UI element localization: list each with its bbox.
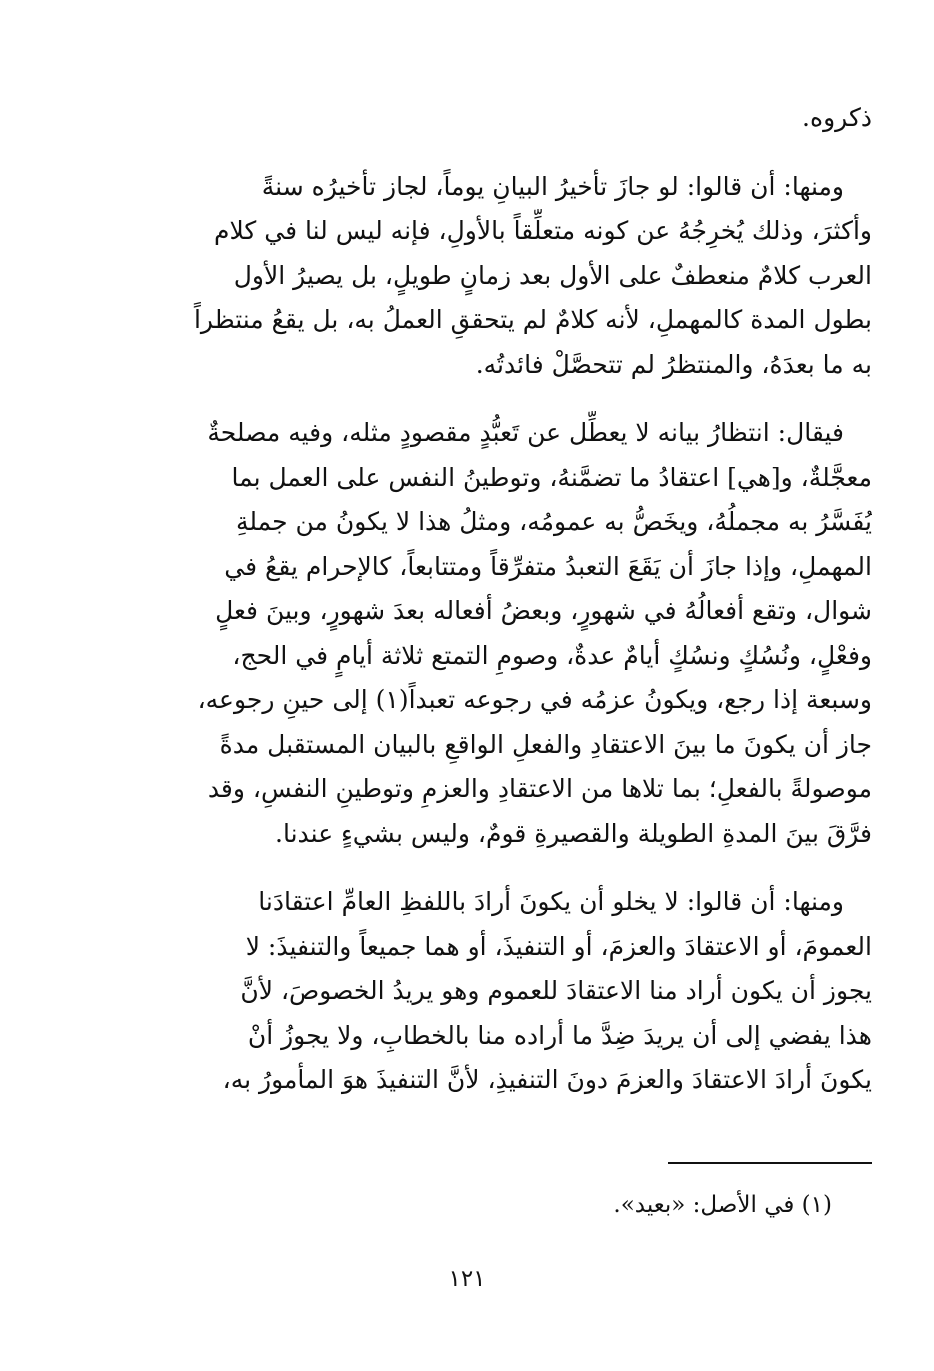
text-line: وسبعة إذا رجع، ويكونُ عزمُه في رجوعه تعبداً(١) إلى حينِ رجوعه، (197, 685, 872, 714)
text-line: ومنها: أن قالوا: لو جازَ تأخيرُ البيانِ يوماً، لجاز تأخيرُه سنةً (261, 171, 844, 201)
opening-line (158, 96, 872, 141)
text-line: موصولةً بالفعلِ؛ بما تلاها من الاعتقادِ والعزمِ وتوطينِ النفسِ، وقد (207, 774, 872, 803)
text-line: به ما بعدَهُ، والمنتظرُ لم تتحصَّلْ فائدتُه. (475, 349, 872, 379)
text-line: بطول المدة كالمهملِ، لأنه كلامٌ لم يتحققِ العملُ به، بل يقعُ منتظراً (193, 305, 872, 334)
text-line: جاز أن يكونَ ما بينَ الاعتقادِ والفعلِ الواقعِ بالبيان المستقبل مدةً (219, 729, 872, 759)
text-line: يكونَ أرادَ الاعتقادَ والعزمَ دونَ التنفيذِ، لأنَّ التنفيذَ هوَ المأمورُ به، (222, 1065, 872, 1094)
text-line: يجوز أن يكون أراد منا الاعتقادَ للعموم وهو يريدُ الخصوصَ، لأنَّ (240, 976, 872, 1005)
text-line: العمومَ، أو الاعتقادَ والعزمَ، أو التنفيذَ، أو هما جميعاً والتنفيذَ: لا (245, 931, 872, 961)
text-line: العرب كلامٌ منعطفٌ على الأول بعد زمانٍ طويلٍ، بل يصيرُ الأول (233, 260, 872, 290)
text-line: ومنها: أن قالوا: لا يخلو أن يكونَ أرادَ باللفظِ العامِّ اعتقادَنا (258, 887, 844, 916)
main-text (158, 96, 872, 1127)
paragraph-2 (158, 411, 872, 856)
footnote-separator (668, 1162, 872, 1164)
text-line: يُفَسَّرُ به مجملُهُ، ويخَصُّ به عمومُه، ومثلُ هذا لا يكونُ من جملةِ (235, 507, 872, 536)
text-line: فيقال: انتظارُ بيانه لا يعطِّل عن تَعبُّدٍ مقصودٍ مثله، وفيه مصلحةٌ (207, 418, 844, 447)
paragraph-3 (158, 880, 872, 1103)
text-line: وأكثرَ، وذلك يُخرِجُهُ عن كونه متعلِّقاً بالأولِ، فإنه ليس لنا في كلام (213, 216, 872, 245)
text-line: المهملِ، وإذا جازَ أن يَقَعَ التعبدُ متفرِّقاً ومتتابعاً، كالإحرام يقعُ في (224, 551, 872, 581)
paragraph-1 (158, 165, 872, 388)
text-line: ذكروه. (802, 103, 872, 132)
text-line: فرَّقَ بينَ المدةِ الطويلة والقصيرةِ قومٌ، وليس بشيءٍ عندنا. (275, 818, 872, 848)
footnote: (١) في الأصل: «بعيد». (613, 1192, 832, 1218)
text-line: شوال، وتقع أفعالُهُ في شهورٍ، وبعضُ أفعاله بعدَ شهورٍ، وبينَ فعلٍ (215, 596, 872, 625)
page-number: ١٢١ (448, 1266, 486, 1292)
text-line: وفعْلٍ، ونُسُكٍ ونسُكٍ أيامٌ عدةٌ، وصومِ التمتع ثلاثة أيامٍ في الحج، (232, 640, 872, 670)
text-line: معجَّلةٌ، و[هي] اعتقادُ ما تضمَّنهُ، وتوطينُ النفس على العمل بما (231, 462, 872, 492)
text-line: هذا يفضي إلى أن يريدَ ضِدَّ ما أراده منا بالخطابِ، ولا يجوزُ أنْ (247, 1020, 872, 1050)
